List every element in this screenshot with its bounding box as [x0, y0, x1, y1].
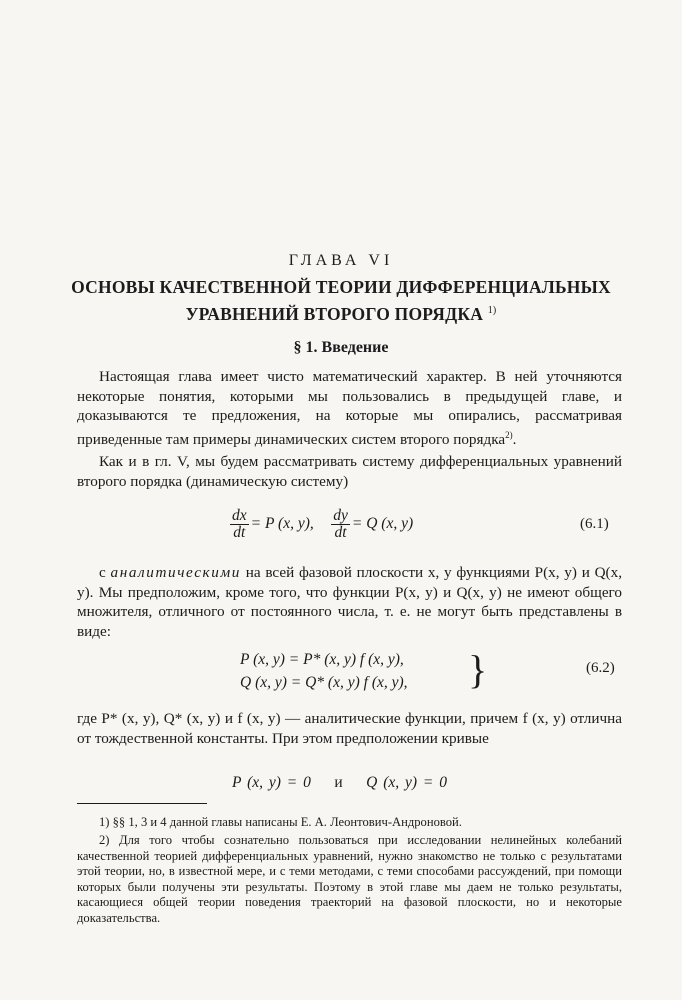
- footnote-rule: [77, 803, 207, 804]
- equation-number-6-2: (6.2): [586, 660, 615, 676]
- equation-6-2-line-2: Q (x, y) = Q* (x, y) f (x, y),: [240, 674, 408, 691]
- footnote-1: [77, 815, 622, 831]
- paragraph-2: Как и в гл. V, мы будем рассматривать систему дифференциальных уравнений второго порядка (динамическую систему): [77, 453, 622, 491]
- denominator-dt-2: dt: [334, 524, 347, 541]
- numerator-dy: dy: [333, 507, 348, 524]
- curve-p-zero: P (x, y) = 0: [232, 774, 311, 791]
- paragraph-1-end: .: [512, 430, 517, 448]
- title-footnote-mark: 1): [487, 305, 497, 316]
- numerator-dx: dx: [232, 507, 247, 524]
- title-line-2-text: УРАВНЕНИЙ ВТОРОГО ПОРЯДКА: [185, 303, 484, 324]
- right-brace: }: [468, 647, 488, 692]
- curve-q-zero: Q (x, y) = 0: [366, 774, 448, 791]
- equation-6-2: [240, 648, 408, 694]
- footnote-2: [77, 833, 622, 927]
- paragraph-3-pre: с: [99, 564, 106, 581]
- paragraph-1: [77, 367, 622, 449]
- equation-6-2-line-1: P (x, y) = P* (x, y) f (x, y),: [240, 651, 404, 668]
- conjunction-and: и: [334, 774, 343, 791]
- paragraph-1-text: Настоящая глава имеет чисто математический характер. В ней уточняются некоторые понятия, которыми мы пользовались в предыдущей главе, и доказываются те предложения, на которые мы опирались, рассматривая приведенные там примеры динамических систем второго порядка: [77, 368, 622, 448]
- equation-6-1: [228, 508, 413, 541]
- footnote-1-text: 1) §§ 1, 3 и 4 данной главы написаны Е. А. Леонтович-Андроновой.: [99, 815, 462, 829]
- footnote-2-text: 2) Для того чтобы сознательно пользоваться при исследовании нелинейных колебаний качественной теорией дифференциальных уравнений, нужно знакомство не только с результатами этой теории, но, в известной мере, и с теми методами, с теми способами рассуждений, при помощи которых были получены эти результаты. Поэтому в этой главе мы даем не только результаты, касающиеся общей теории поведения траекторий на фазовой плоскости, но и некоторые доказательства.: [77, 833, 622, 925]
- equation-number-6-1: (6.1): [580, 516, 609, 532]
- footnote-mark-2: 2): [505, 429, 513, 440]
- title-line-2: [60, 299, 622, 326]
- denominator-dt: dt: [233, 524, 246, 541]
- paragraph-4-text: где P* (x, y), Q* (x, y) и f (x, y) — аналитические функции, причем f (x, y) отлична от тождественной константы. При этом предположении кривые: [77, 710, 622, 747]
- equation-curves: [232, 774, 447, 792]
- fraction-dy-dt: [331, 508, 350, 541]
- paragraph-3-emphasis: аналитическими: [110, 564, 241, 581]
- paragraph-4: [77, 709, 622, 748]
- paragraph-3: [77, 563, 622, 641]
- fraction-dx-dt: [230, 508, 249, 541]
- chapter-title: [60, 276, 622, 326]
- title-line-1: ОСНОВЫ КАЧЕСТВЕННОЙ ТЕОРИИ ДИФФЕРЕНЦИАЛЬНЫХ: [71, 277, 611, 297]
- equation-rhs-q: = Q (x, y): [351, 515, 414, 533]
- chapter-heading: ГЛАВА VI: [288, 252, 394, 269]
- section-heading: § 1. Введение: [293, 339, 389, 356]
- paragraph-3-text: на всей фазовой плоскости x, y функциями P(x, y) и Q(x, y). Мы предположим, кроме того, что функции P(x, y) и Q(x, y) не имеют общего множителя, отличного от постоянного числа, т. е. не могут быть представлены в виде:: [77, 564, 623, 640]
- equation-rhs-p: = P (x, y),: [250, 515, 314, 533]
- intro-paragraphs: [77, 367, 622, 492]
